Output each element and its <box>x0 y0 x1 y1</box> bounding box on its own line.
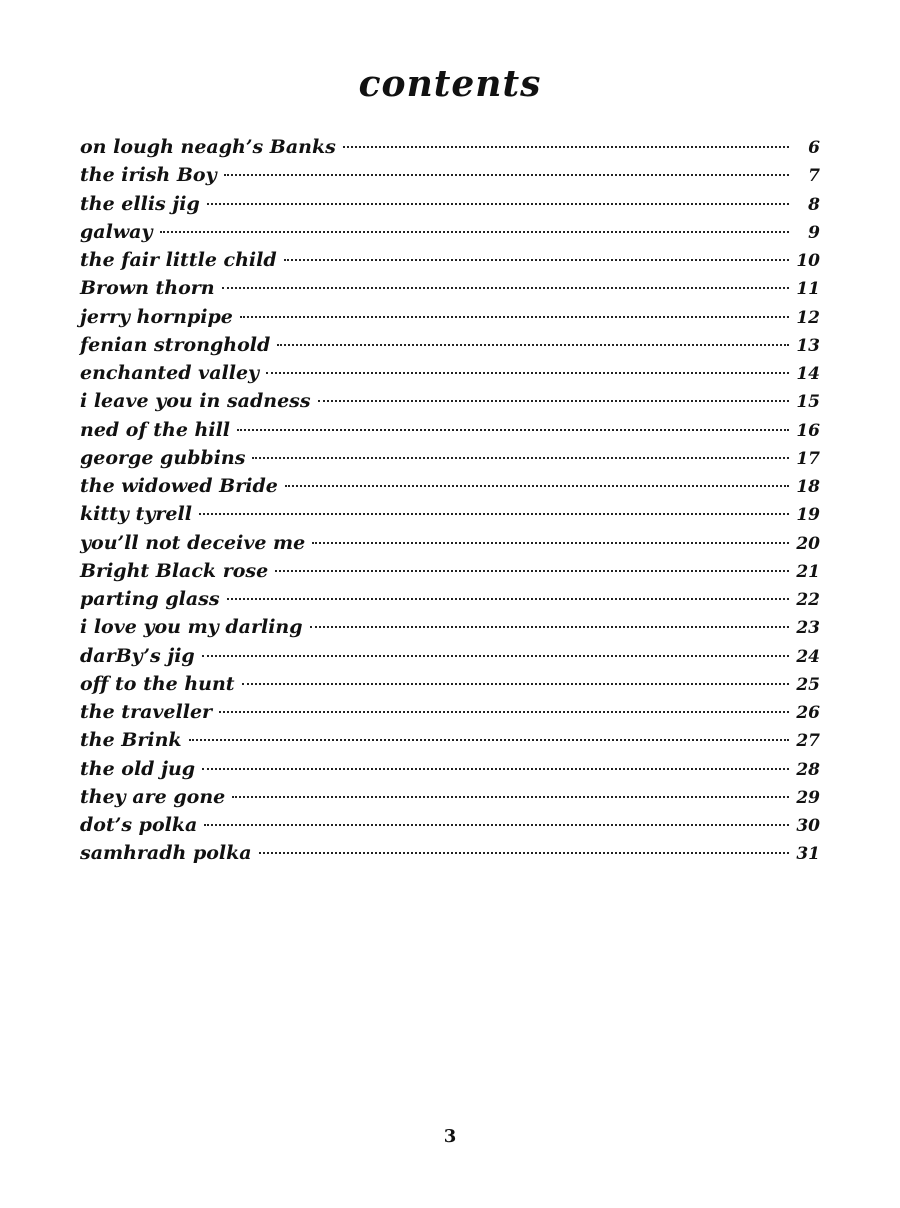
toc-entry[interactable] <box>80 839 820 867</box>
toc-entry-title: kitty tyrell <box>80 503 192 526</box>
dot-leader <box>277 344 789 346</box>
toc-entry-title: the ellis jig <box>80 192 200 215</box>
toc-entry-title: jerry hornpipe <box>80 305 233 328</box>
dot-leader <box>189 739 789 741</box>
toc-entry[interactable] <box>80 613 820 641</box>
toc-entry[interactable] <box>80 670 820 698</box>
dot-leader <box>160 231 789 233</box>
toc-entry-page: 6 <box>808 138 820 158</box>
toc-entry-page: 14 <box>796 364 820 384</box>
toc-entry-page: 10 <box>796 251 820 271</box>
toc-entry-title: Brown thorn <box>80 277 215 300</box>
toc-entry[interactable] <box>80 811 820 839</box>
dot-leader <box>224 174 789 176</box>
toc-entry-page: 7 <box>808 166 820 187</box>
toc-entry-title: george gubbins <box>80 446 246 469</box>
toc-entry-title: darBy’s jig <box>80 644 195 667</box>
toc-entry-page: 25 <box>796 674 820 695</box>
toc-entry-title: enchanted valley <box>80 362 260 384</box>
toc-entry-page: 31 <box>796 844 820 865</box>
toc-entry[interactable] <box>80 416 820 444</box>
toc-entry[interactable] <box>80 274 820 302</box>
toc-entry-page: 11 <box>796 279 820 300</box>
toc-entry[interactable] <box>80 642 820 670</box>
toc-entry[interactable] <box>80 359 820 387</box>
toc-entry[interactable] <box>80 783 820 811</box>
dot-leader <box>227 598 789 600</box>
toc-entry-page: 13 <box>796 335 820 356</box>
toc-entry-title: i leave you in sadness <box>80 390 311 413</box>
toc-entry[interactable] <box>80 726 820 754</box>
toc-entry-page: 26 <box>796 703 820 723</box>
dot-leader <box>222 287 789 289</box>
toc-entry[interactable] <box>80 387 820 415</box>
dot-leader <box>237 429 789 431</box>
dot-leader <box>312 542 789 544</box>
toc-entry-page: 12 <box>796 307 820 328</box>
dot-leader <box>202 768 789 770</box>
toc-entry[interactable] <box>80 557 820 585</box>
toc-entry-title: i love you my darling <box>80 616 303 639</box>
dot-leader <box>284 259 789 261</box>
toc-entry-page: 22 <box>796 590 820 610</box>
dot-leader <box>318 400 789 402</box>
toc-entry[interactable] <box>80 444 820 472</box>
toc-entry-title: Bright Black rose <box>80 559 269 582</box>
toc-entry-page: 17 <box>796 448 820 469</box>
toc-entry-page: 30 <box>796 816 820 836</box>
toc-entry-page: 21 <box>796 561 820 582</box>
table-of-contents <box>80 133 820 868</box>
toc-entry[interactable] <box>80 500 820 528</box>
toc-entry-title: they are gone <box>80 785 226 808</box>
toc-entry-title: the traveller <box>80 701 213 723</box>
toc-entry-title: the widowed Bride <box>80 475 278 497</box>
toc-entry-page: 27 <box>796 731 820 752</box>
toc-entry-title: galway <box>80 220 153 243</box>
dot-leader <box>242 683 789 685</box>
page-number: 3 <box>443 1126 457 1147</box>
toc-entry-title: the Brink <box>80 729 182 752</box>
toc-entry[interactable] <box>80 529 820 557</box>
toc-entry-title: ned of the hill <box>80 418 231 441</box>
dot-leader <box>199 513 789 515</box>
toc-entry[interactable] <box>80 246 820 274</box>
toc-entry-title: samhradh polka <box>80 842 252 865</box>
dot-leader <box>202 655 789 657</box>
dot-leader <box>240 316 789 318</box>
dot-leader <box>207 203 789 205</box>
toc-entry[interactable] <box>80 331 820 359</box>
toc-entry[interactable] <box>80 133 820 161</box>
toc-entry-title: off to the hunt <box>80 672 235 695</box>
toc-entry-page: 20 <box>796 533 820 554</box>
toc-entry[interactable] <box>80 472 820 500</box>
toc-entry-page: 18 <box>796 477 820 497</box>
toc-entry[interactable] <box>80 190 820 218</box>
dot-leader <box>204 824 789 826</box>
toc-entry-page: 29 <box>796 787 820 808</box>
toc-entry[interactable] <box>80 303 820 331</box>
toc-entry[interactable] <box>80 161 820 189</box>
toc-entry-page: 9 <box>808 222 820 243</box>
toc-entry-title: the irish Boy <box>80 164 217 187</box>
toc-entry[interactable] <box>80 698 820 726</box>
toc-entry[interactable] <box>80 585 820 613</box>
dot-leader <box>275 570 789 572</box>
toc-entry-page: 16 <box>796 420 820 441</box>
toc-entry-page: 8 <box>808 194 820 215</box>
dot-leader <box>266 372 789 374</box>
dot-leader <box>343 146 789 148</box>
dot-leader <box>219 711 789 713</box>
toc-entry[interactable] <box>80 218 820 246</box>
dot-leader <box>252 457 789 459</box>
toc-entry-title: fenian stronghold <box>80 333 271 356</box>
toc-entry-title: on lough neagh’s Banks <box>80 136 336 158</box>
toc-entry-title: dot’s polka <box>80 814 198 836</box>
toc-entry-page: 28 <box>796 759 820 780</box>
dot-leader <box>232 796 789 798</box>
dot-leader <box>285 485 789 487</box>
toc-entry-title: parting glass <box>80 588 220 610</box>
toc-entry-title: the old jug <box>80 757 196 780</box>
toc-entry-page: 24 <box>796 646 820 667</box>
toc-entry-page: 23 <box>796 618 820 639</box>
toc-entry[interactable] <box>80 755 820 783</box>
dot-leader <box>259 852 789 854</box>
toc-entry-page: 19 <box>796 505 820 526</box>
toc-entry-title: the fair little child <box>80 249 277 271</box>
toc-entry-title: you’ll not deceive me <box>80 531 306 554</box>
page-title: contents <box>358 63 542 105</box>
dot-leader <box>310 626 789 628</box>
toc-entry-page: 15 <box>796 392 820 413</box>
